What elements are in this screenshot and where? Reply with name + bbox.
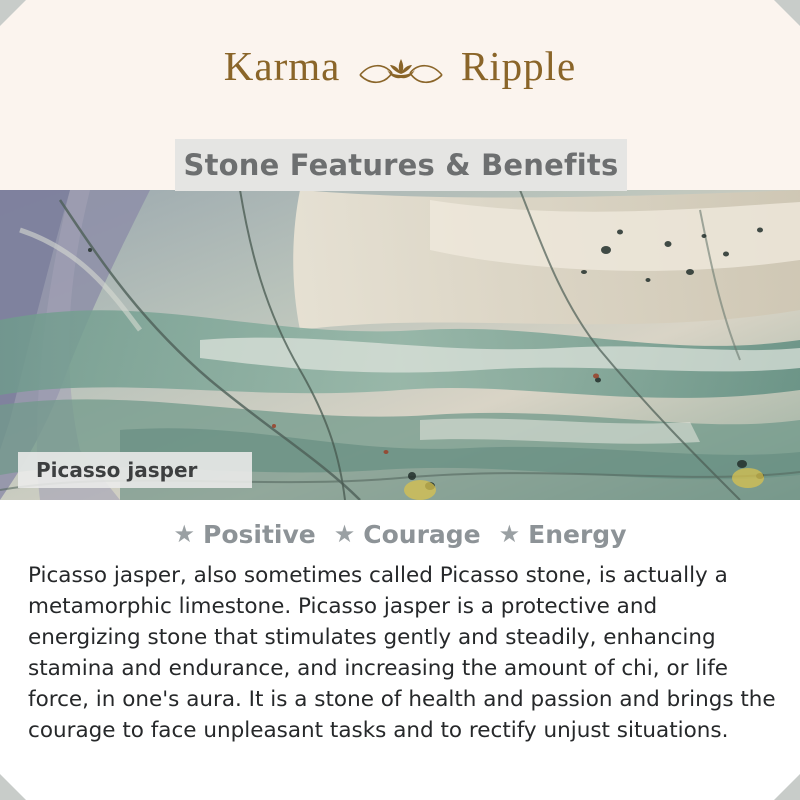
- brand-logo: [0, 42, 800, 91]
- brand-name-second: Ripple: [460, 43, 577, 89]
- keyword-list: [0, 520, 800, 549]
- corner-decoration-bottom-right: [774, 774, 800, 800]
- keyword-item: [334, 520, 481, 549]
- section-title: Stone Features & Benefits: [183, 148, 619, 182]
- keyword-label: Positive: [203, 520, 316, 549]
- keyword-item: [173, 520, 315, 549]
- keyword-label: Courage: [363, 520, 481, 549]
- section-title-banner: [175, 139, 627, 191]
- star-icon: ★: [173, 520, 195, 548]
- stone-name-caption: [18, 452, 252, 488]
- keyword-label: Energy: [528, 520, 627, 549]
- star-icon: ★: [498, 520, 521, 548]
- brand-name-first: Karma: [223, 43, 341, 89]
- body-area: [0, 500, 800, 800]
- star-icon: ★: [333, 520, 356, 548]
- corner-decoration-top-left: [0, 0, 26, 26]
- lotus-flourish-icon: [358, 51, 444, 91]
- corner-decoration-top-right: [774, 0, 800, 26]
- stone-name: Picasso jasper: [36, 458, 198, 482]
- header-area: [0, 0, 800, 190]
- stone-description: Picasso jasper, also sometimes called Picasso stone, is actually a metamorphic limestone. Picasso jasper is a protective and energizing stone that stimulates gently and steadily, enhancing stamina and endurance, and increasing the amount of chi, or life force, in one's aura. It is a stone of health and passion and brings the courage to face unpleasant tasks and to rectify unjust situations.: [28, 563, 776, 743]
- corner-decoration-bottom-left: [0, 774, 26, 800]
- keyword-item: [499, 520, 627, 549]
